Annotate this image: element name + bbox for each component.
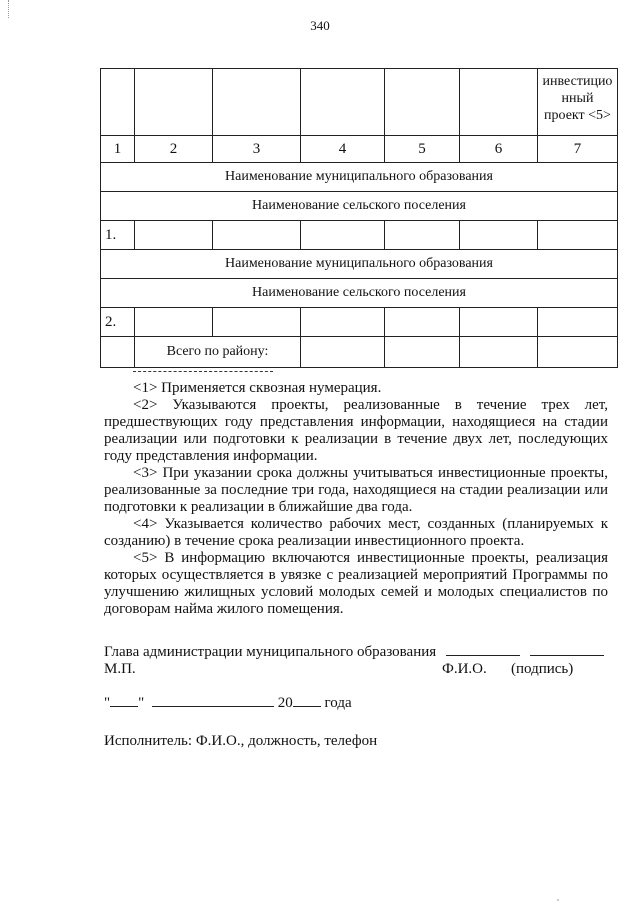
header-text-line: проект <5> bbox=[544, 108, 611, 123]
total-row bbox=[101, 337, 618, 368]
header-cell bbox=[135, 69, 213, 136]
table-row bbox=[101, 308, 618, 337]
column-number: 3 bbox=[213, 136, 301, 163]
table-cell bbox=[135, 308, 213, 337]
year-blank bbox=[293, 694, 321, 707]
total-label: Всего по району: bbox=[135, 337, 301, 368]
footnote: <2> Указываются проекты, реализованные в течение трех лет, предшествующих году представления информации, находящиеся на стадии реализации или подготовки к реализации в течение двух лет, последующих году представления информации. bbox=[104, 397, 608, 464]
column-number: 1 bbox=[101, 136, 135, 163]
header-cell bbox=[213, 69, 301, 136]
signature-captions bbox=[104, 661, 608, 678]
footnote: <3> При указании срока должны учитываться инвестиционные проекты, реализованные за последние три года, находящиеся на стадии реализации или подготовки к реализации в ближайшие два года. bbox=[104, 465, 608, 515]
settlement-row bbox=[101, 192, 618, 221]
table-cell bbox=[301, 221, 385, 250]
header-text-line: нный bbox=[561, 91, 594, 106]
signature-head-label: Глава администрации муниципального образования bbox=[104, 644, 437, 660]
footnotes bbox=[104, 380, 608, 618]
fio-label: Ф.И.О. bbox=[442, 661, 487, 677]
table-cell bbox=[213, 221, 301, 250]
year-prefix: 20 bbox=[277, 695, 293, 711]
sign-label: (подпись) bbox=[511, 661, 574, 677]
day-blank bbox=[110, 694, 138, 707]
executor-line: Исполнитель: Ф.И.О., должность, телефон bbox=[104, 733, 378, 749]
municipality-name-cell: Наименование муниципального образования bbox=[101, 250, 618, 279]
footnote: <1> Применяется сквозная нумерация. bbox=[133, 380, 382, 396]
column-number: 7 bbox=[538, 136, 618, 163]
signature-blank bbox=[446, 643, 520, 656]
stamp-label: М.П. bbox=[104, 661, 136, 677]
date-line bbox=[104, 694, 352, 712]
table-cell bbox=[538, 221, 618, 250]
column-numbers-row bbox=[101, 136, 618, 163]
column-number: 6 bbox=[460, 136, 538, 163]
municipality-row bbox=[101, 250, 618, 279]
table-header-row bbox=[101, 69, 618, 136]
header-cell bbox=[460, 69, 538, 136]
municipality-name-cell: Наименование муниципального образования bbox=[101, 163, 618, 192]
footnote: <5> В информацию включаются инвестиционные проекты, реализация которых осуществляется в увязке с реализацией мероприятий Программы по улучшению жилищных условий молодых семей и молодых специалистов по договорам найма жилого помещения. bbox=[104, 550, 608, 617]
page-number: 340 bbox=[310, 18, 330, 33]
date-quote-open: " bbox=[104, 695, 111, 711]
row-number: 2. bbox=[101, 308, 135, 337]
date-quote-close: " bbox=[138, 695, 145, 711]
signature-blank bbox=[530, 643, 604, 656]
table-cell bbox=[538, 337, 618, 368]
settlement-row bbox=[101, 279, 618, 308]
table-cell bbox=[385, 221, 460, 250]
settlement-name-cell: Наименование сельского поселения bbox=[101, 192, 618, 221]
row-number: 1. bbox=[101, 221, 135, 250]
table-cell bbox=[385, 337, 460, 368]
table-cell bbox=[385, 308, 460, 337]
table-cell bbox=[538, 308, 618, 337]
footnote: <4> Указывается количество рабочих мест, созданных (планируемых к созданию) в течение срока реализации инвестиционного проекта. bbox=[104, 516, 608, 549]
header-text-line: инвестицио bbox=[542, 74, 613, 89]
table-row bbox=[101, 221, 618, 250]
header-cell-investment-project bbox=[538, 69, 618, 136]
column-number: 2 bbox=[135, 136, 213, 163]
column-number: 5 bbox=[385, 136, 460, 163]
header-cell bbox=[301, 69, 385, 136]
month-blank bbox=[152, 694, 274, 707]
scan-edge-mark bbox=[0, 0, 9, 18]
signature-line bbox=[104, 643, 604, 661]
header-cell bbox=[101, 69, 135, 136]
table-cell bbox=[460, 308, 538, 337]
column-number: 4 bbox=[301, 136, 385, 163]
table-cell bbox=[460, 221, 538, 250]
header-cell bbox=[385, 69, 460, 136]
footnote-separator bbox=[133, 371, 273, 372]
scan-speck bbox=[557, 899, 559, 901]
table-cell bbox=[460, 337, 538, 368]
table-cell bbox=[135, 221, 213, 250]
municipality-row bbox=[101, 163, 618, 192]
investment-projects-table bbox=[100, 68, 618, 368]
table-cell bbox=[301, 308, 385, 337]
table-cell bbox=[213, 308, 301, 337]
settlement-name-cell: Наименование сельского поселения bbox=[101, 279, 618, 308]
table-cell bbox=[301, 337, 385, 368]
year-suffix: года bbox=[324, 695, 352, 711]
table-cell bbox=[101, 337, 135, 368]
